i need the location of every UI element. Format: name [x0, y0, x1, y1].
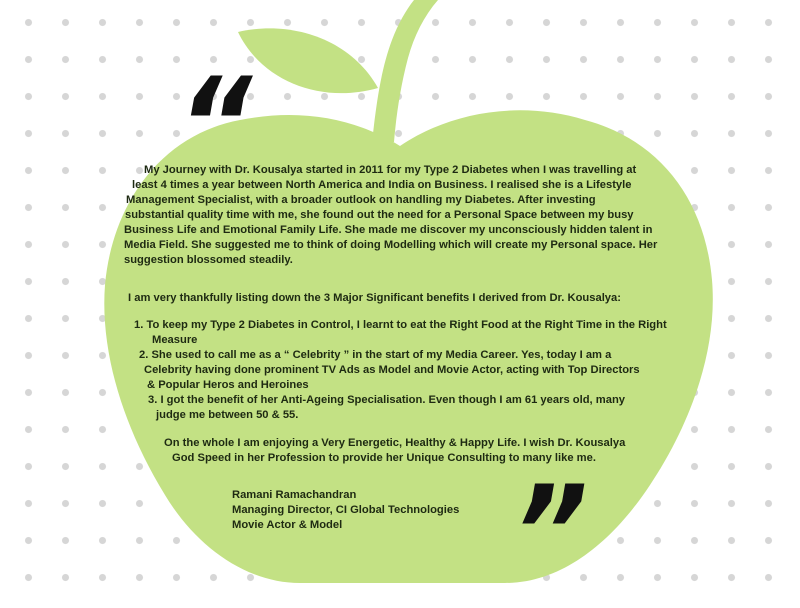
paragraph1-line: Management Specialist, with a broader outlook on handling my Diabetes. After investing: [126, 194, 596, 206]
paragraph2: I am very thankfully listing down the 3 Major Significant benefits I derived from Dr. Kousalya:: [128, 292, 621, 304]
paragraph1-line: substantial quality time with me, she found out the need for a Personal Space between my busy: [125, 209, 634, 221]
list-item: judge me between 50 & 55.: [156, 409, 299, 421]
list-item: 3. I got the benefit of her Anti-Ageing Specialisation. Even though I am 61 years old, many: [148, 394, 625, 406]
list-item: Celebrity having done prominent TV Ads as Model and Movie Actor, acting with Top Directors: [144, 364, 640, 376]
paragraph1-line: suggestion blossomed steadily.: [124, 254, 293, 266]
signature-role: Movie Actor & Model: [232, 519, 343, 531]
close-quote-mark: ”: [513, 459, 583, 608]
paragraph1-line: My Journey with Dr. Kousalya started in 2011 for my Type 2 Diabetes when I was travelling at: [144, 164, 637, 176]
paragraph1-line: Media Field. She suggested me to think of doing Modelling which will create my Personal space. Her: [124, 239, 658, 251]
list-item: Measure: [152, 334, 198, 346]
apple-stem: [372, 0, 438, 142]
open-quote-mark: “: [177, 51, 247, 200]
signature-title: Managing Director, CI Global Technologies: [232, 504, 460, 516]
paragraph3-line: God Speed in her Profession to provide her Unique Consulting to many like me.: [172, 452, 596, 464]
apple-leaf: [238, 28, 378, 93]
list-item: & Popular Heros and Heroines: [147, 379, 309, 391]
list-item: 1. To keep my Type 2 Diabetes in Control, I learnt to eat the Right Food at the Right Time in the Right: [134, 319, 667, 331]
paragraph1-line: Business Life and Emotional Family Life. She made me discover my unconsciously hidden talent in: [124, 224, 653, 236]
paragraph3-line: On the whole I am enjoying a Very Energetic, Healthy & Happy Life. I wish Dr. Kousalya: [164, 437, 626, 449]
list-item: 2. She used to call me as a “ Celebrity ” in the start of my Media Career. Yes, today I am a: [139, 349, 612, 361]
signature-name: Ramani Ramachandran: [232, 489, 357, 501]
paragraph1-line: least 4 times a year between North America and India on Business. I realised she is a Lifestyle: [132, 179, 632, 191]
